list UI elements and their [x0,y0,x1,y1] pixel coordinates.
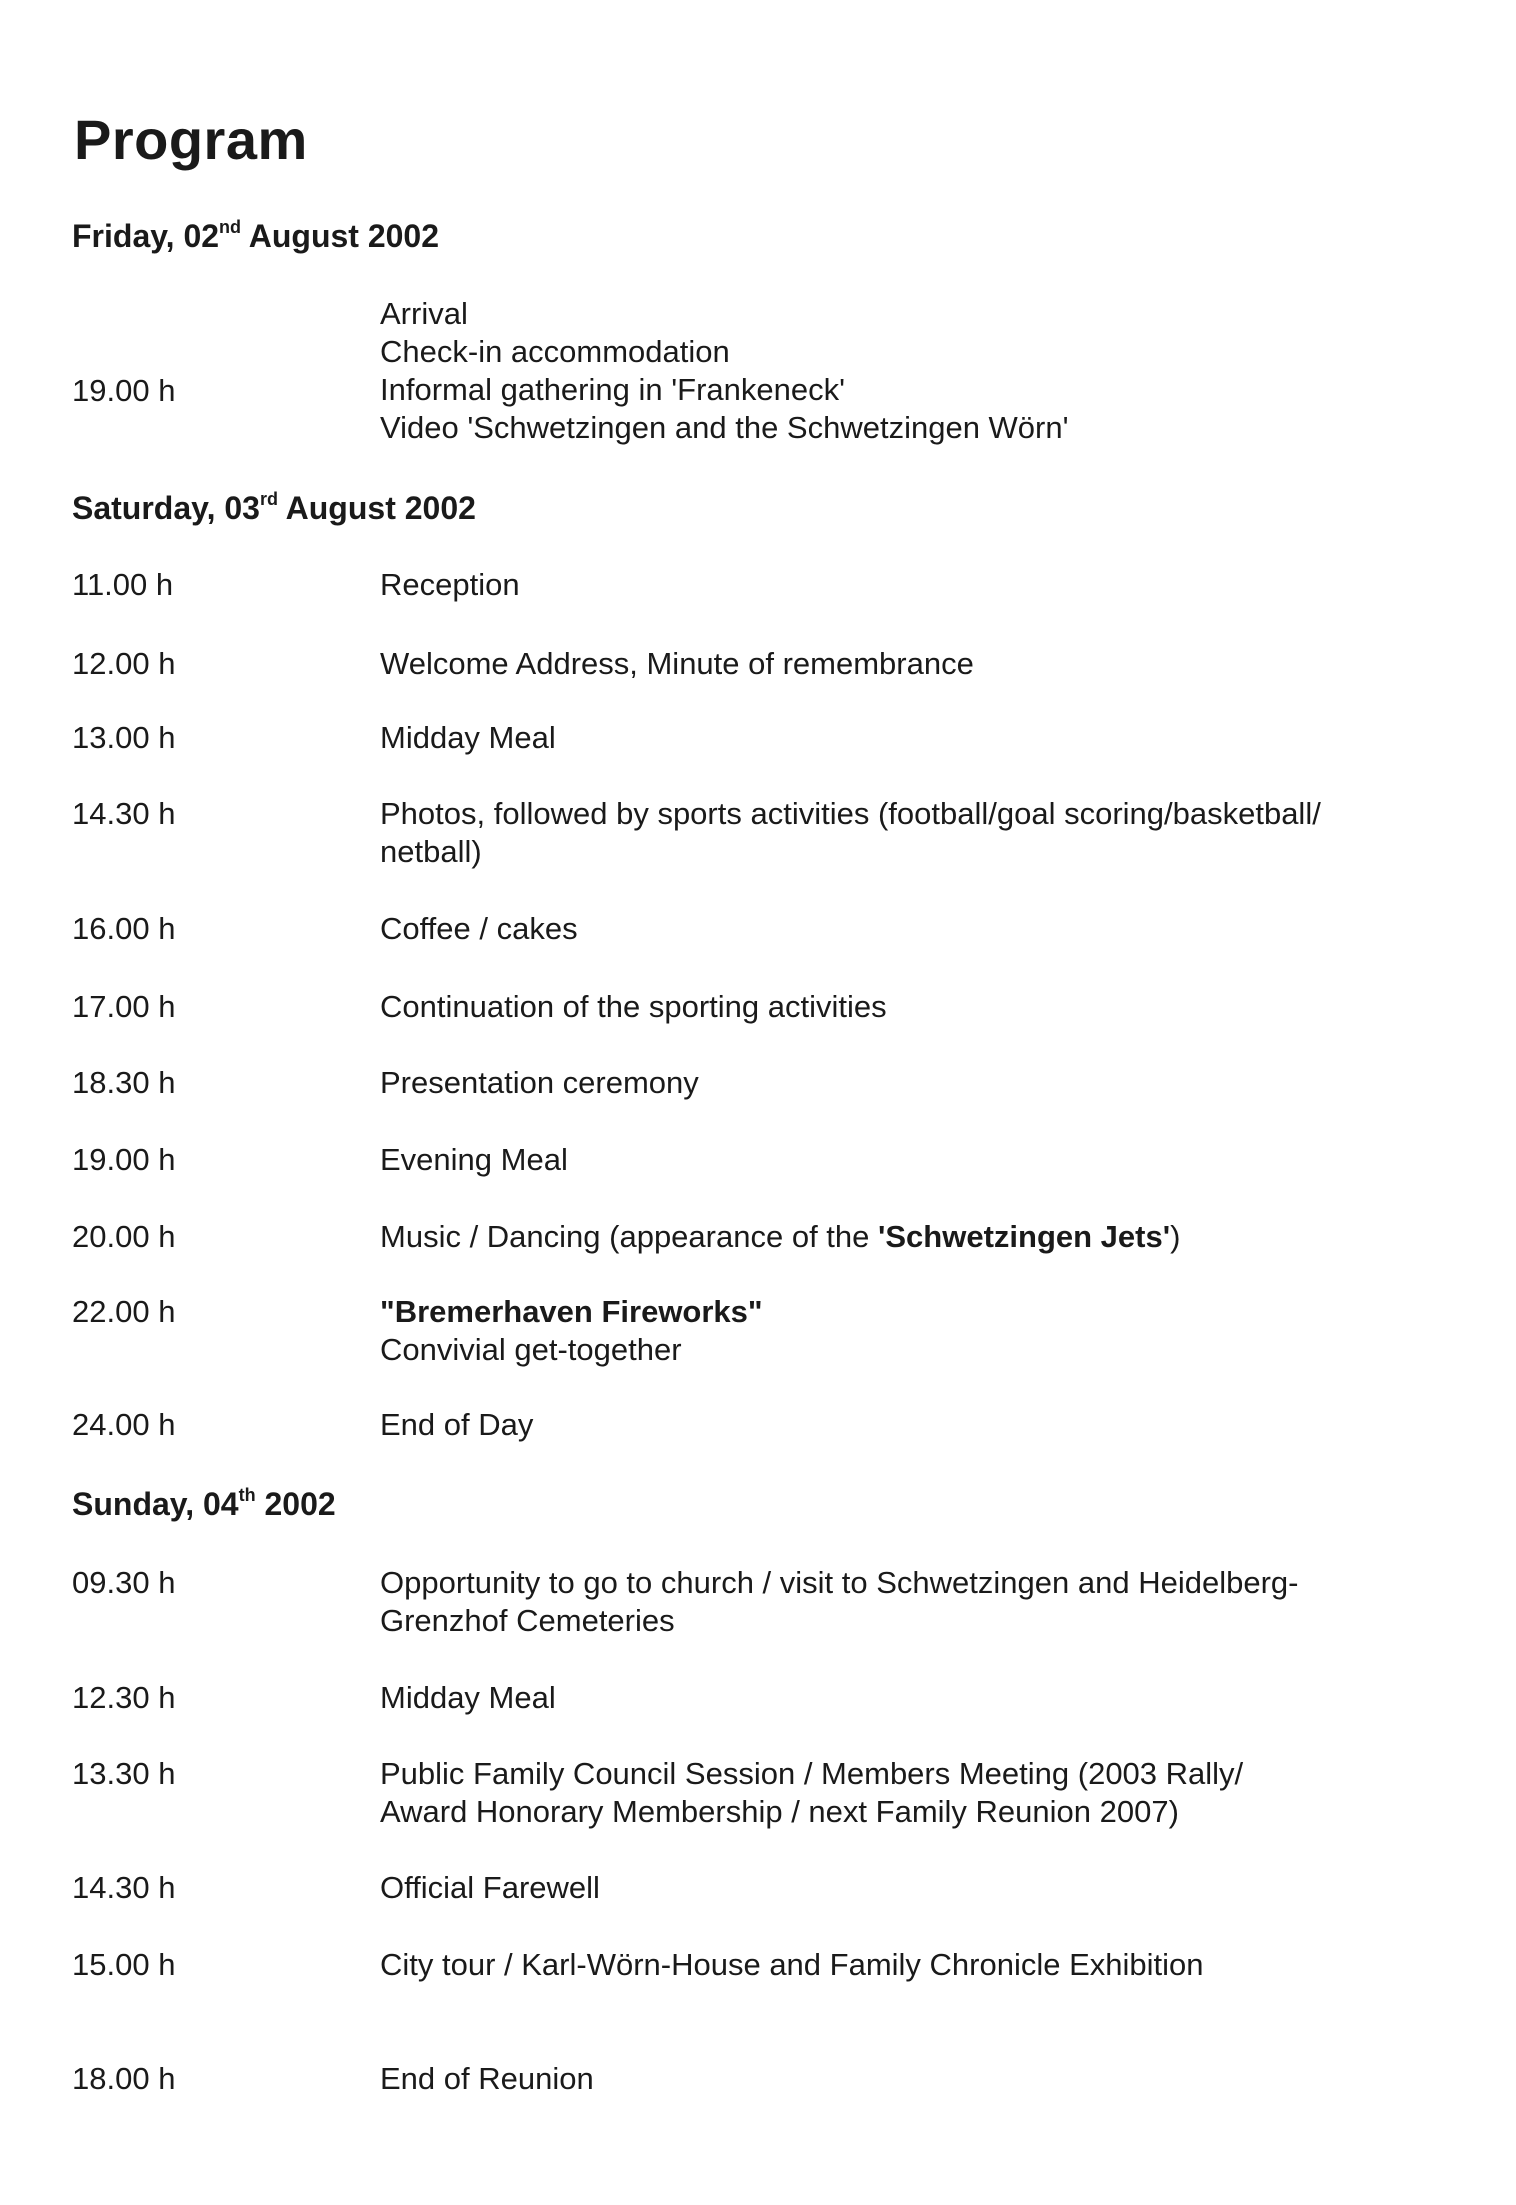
item-description: Evening Meal [380,1142,568,1177]
item-time: 18.30 h [72,1065,176,1100]
item-time: 19.00 h [72,1142,176,1177]
item-description: End of Day [380,1407,534,1442]
item-time: 17.00 h [72,989,176,1024]
item-description: Opportunity to go to church / visit to Schwetzingen and Heidelberg- Grenzhof Cemeteries [380,1565,1299,1638]
item-description: Welcome Address, Minute of remembrance [380,646,974,681]
item-time: 24.00 h [72,1407,176,1442]
item-time: 13.30 h [72,1756,176,1791]
item-description: Arrival Check-in accommodation Informal gathering in 'Frankeneck' Video 'Schwetzingen and the Schwetzingen Wörn' [380,296,1069,445]
item-description: Photos, followed by sports activities (football/goal scoring/basketball/ netball) [380,796,1321,869]
item-time: 14.30 h [72,1870,176,1905]
item-time: 09.30 h [72,1565,176,1600]
item-time: 20.00 h [72,1219,176,1254]
item-description: "Bremerhaven Fireworks" Convivial get-together [380,1293,1440,1369]
item-description: Midday Meal [380,1680,556,1715]
item-description: Reception [380,567,520,602]
item-time: 12.00 h [72,646,176,681]
item-time: 11.00 h [72,567,174,602]
item-time: 14.30 h [72,796,176,831]
item-description: Official Farewell [380,1870,600,1905]
day-heading-friday: Friday, 02nd August 2002 [72,217,440,254]
item-description: City tour / Karl-Wörn-House and Family Chronicle Exhibition [380,1947,1204,1982]
item-time: 13.00 h [72,720,176,755]
fireworks-title: "Bremerhaven Fireworks" [380,1294,763,1329]
item-description: Continuation of the sporting activities [380,989,887,1024]
item-time: 22.00 h [72,1294,176,1329]
item-time: 16.00 h [72,911,176,946]
item-time: 19.00 h [72,373,176,408]
item-description: Public Family Council Session / Members Meeting (2003 Rally/ Award Honorary Membership / next Family Reunion 2007) [380,1756,1244,1829]
day-heading-saturday: Saturday, 03rd August 2002 [72,489,476,526]
item-time: 12.30 h [72,1680,176,1715]
item-description: Coffee / cakes [380,911,578,946]
item-description: Midday Meal [380,720,556,755]
band-name: 'Schwetzingen Jets' [878,1219,1171,1254]
item-time: 18.00 h [72,2061,176,2096]
item-time: 15.00 h [72,1947,176,1982]
item-description: Presentation ceremony [380,1065,699,1100]
page-title: Program [74,108,308,171]
item-description: End of Reunion [380,2061,594,2096]
item-description: Music / Dancing (appearance of the 'Schwetzingen Jets') [380,1219,1181,1254]
day-heading-sunday: Sunday, 04th 2002 [72,1485,336,1522]
